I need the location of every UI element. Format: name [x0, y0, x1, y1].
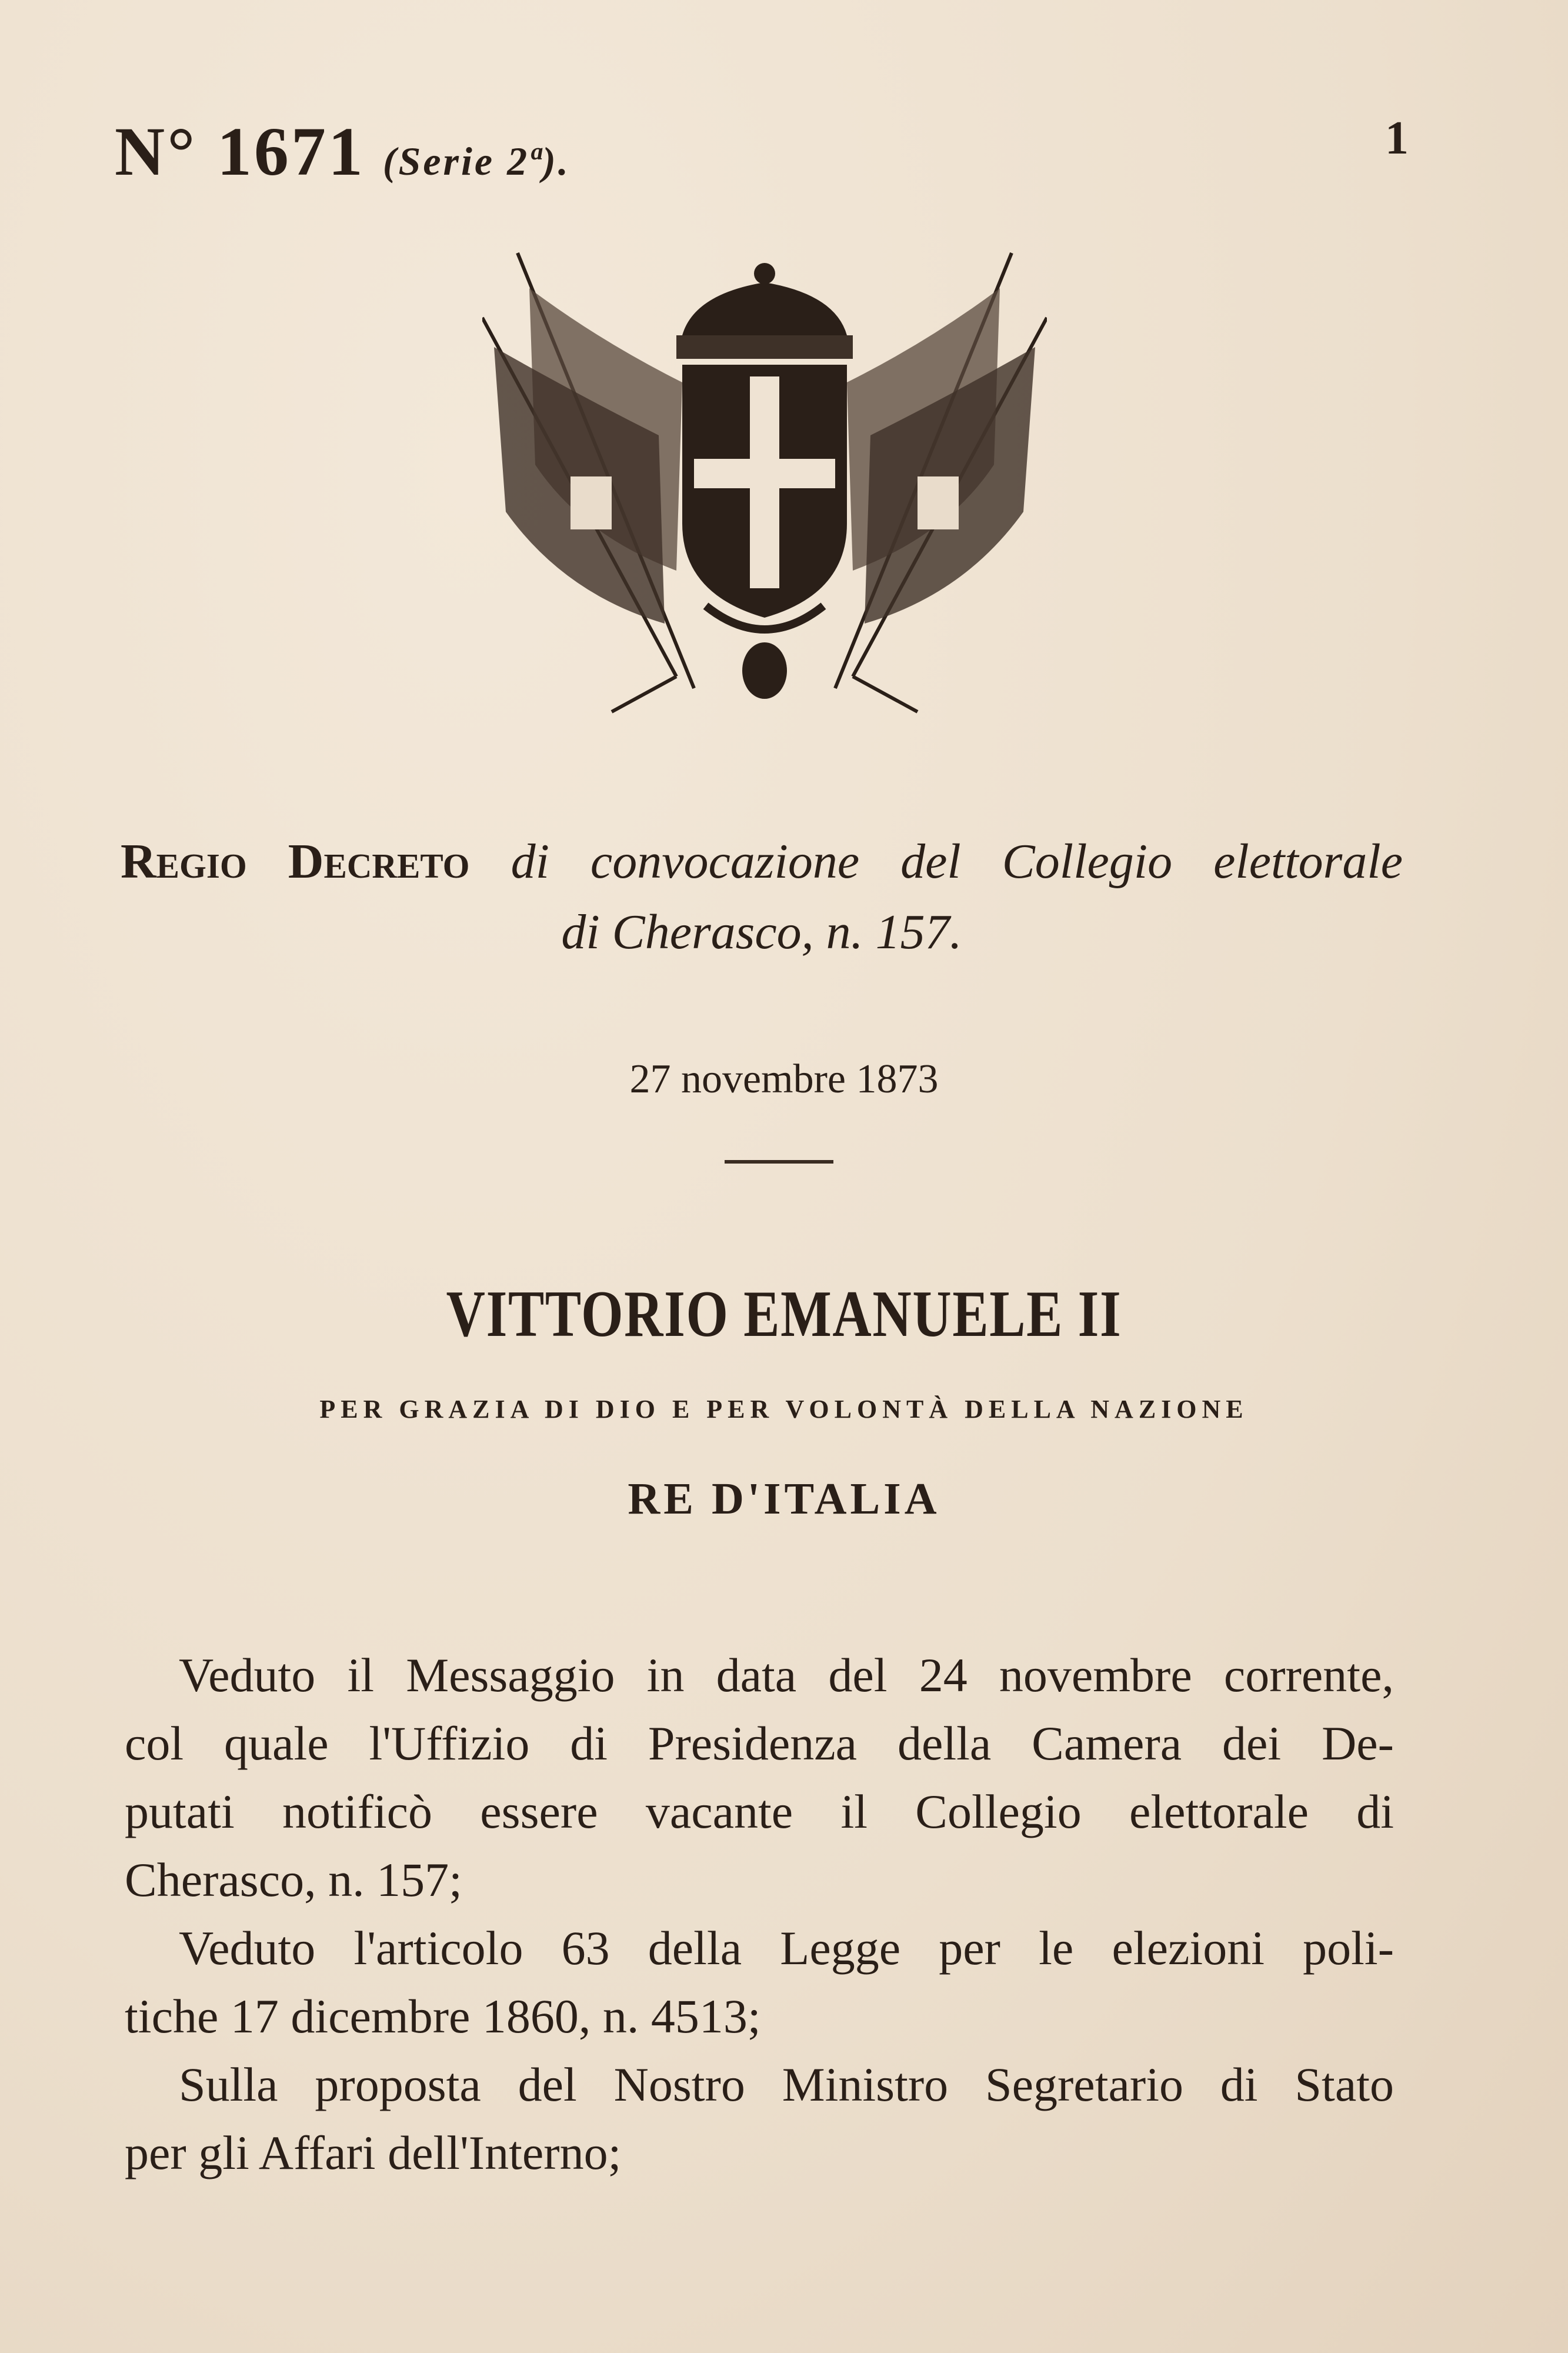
king-grace-formula: PER GRAZIA DI DIO E PER VOLONTÀ DELLA NAZIONE: [319, 1395, 1249, 1424]
body-line: Cherasco, n. 157;: [125, 1853, 462, 1907]
decree-body: [125, 1641, 1394, 2187]
coat-of-arms-icon: [482, 241, 1047, 735]
king-title: RE D'ITALIA: [628, 1474, 940, 1524]
body-line: col quale l'Uffizio di Presidenza della Camera dei De-: [125, 1717, 1394, 1770]
decree-date: 27 novembre 1873: [629, 1056, 939, 1102]
body-line: per gli Affari dell'Interno;: [125, 2126, 622, 2179]
decree-number-text: N° 1671: [115, 113, 365, 190]
decree-title: [121, 826, 1403, 968]
body-line: Sulla proposta del Nostro Ministro Segretario di Stato: [179, 2058, 1394, 2111]
decree-number: [115, 112, 571, 192]
series-label: (Serie 2ª).: [382, 139, 571, 184]
title-line1: di convocazione del Collegio elettorale: [511, 834, 1403, 889]
title-line2: di Cherasco, n. 157.: [561, 905, 962, 959]
body-line: tiche 17 dicembre 1860, n. 4513;: [125, 1989, 761, 2043]
body-line: Veduto l'articolo 63 della Legge per le elezioni poli-: [179, 1921, 1394, 1975]
regio-decreto-label: Regio Decreto: [121, 834, 470, 889]
king-name: VITTORIO EMANUELE II: [446, 1278, 1122, 1351]
body-line: putati notificò essere vacante il Collegio elettorale di: [125, 1785, 1394, 1838]
divider-rule: [725, 1160, 833, 1164]
body-line: Veduto il Messaggio in data del 24 novembre corrente,: [179, 1648, 1394, 1702]
page-number: 1: [1385, 112, 1409, 164]
